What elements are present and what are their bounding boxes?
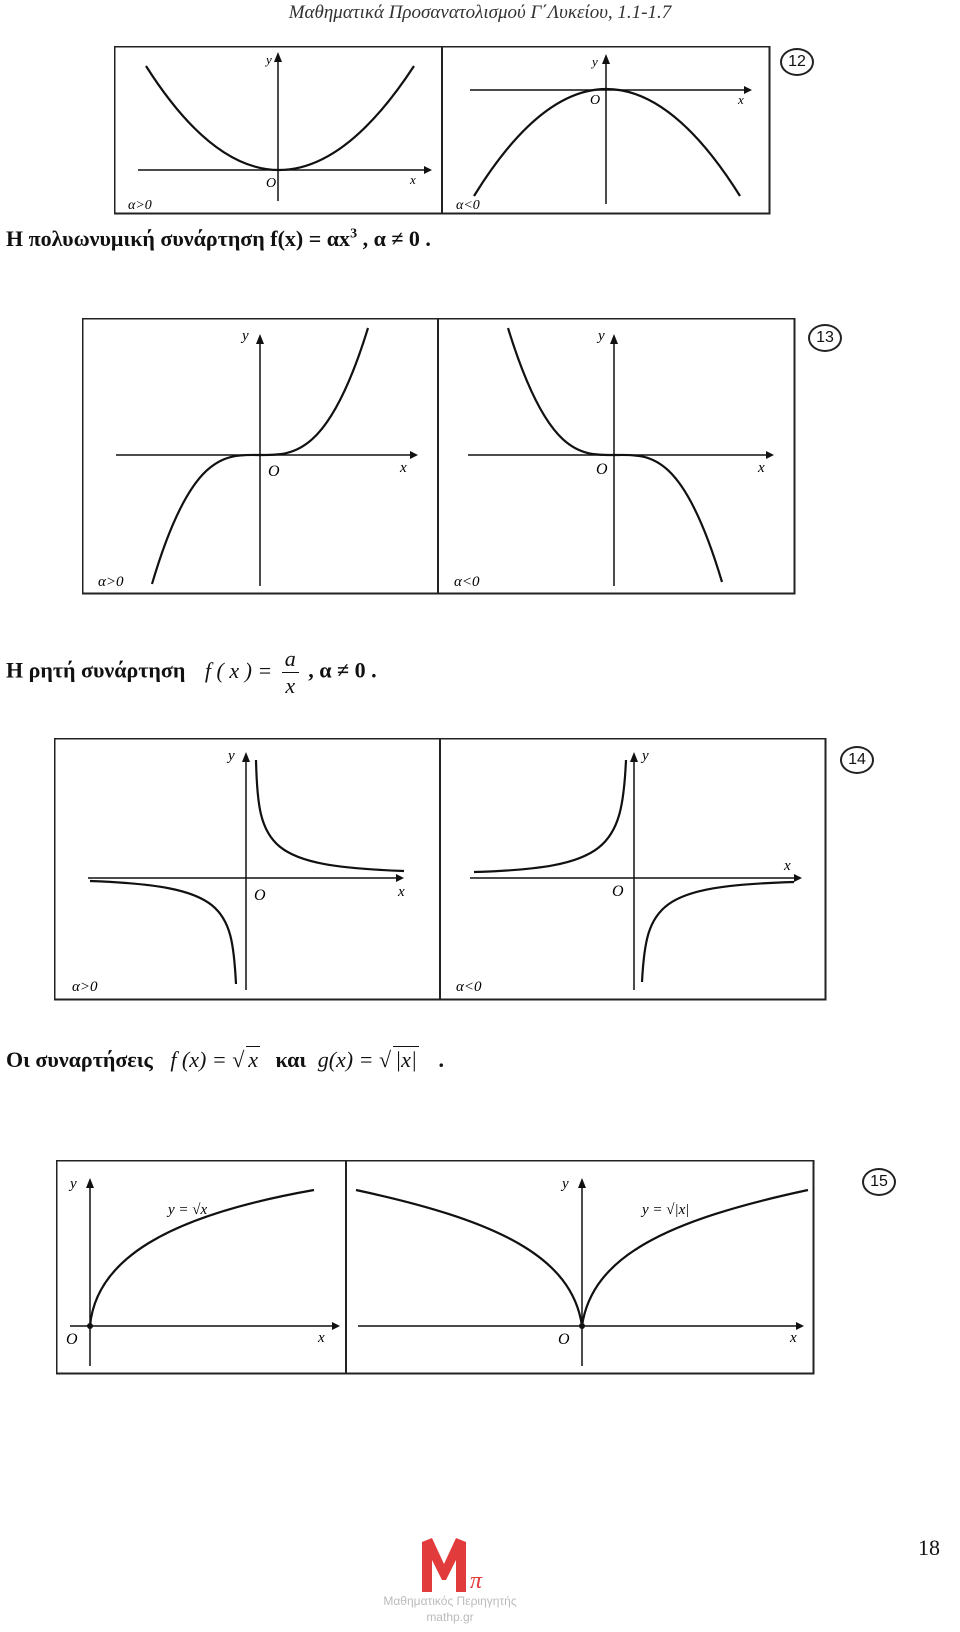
fig15-origin-1: O	[66, 1331, 78, 1348]
figure-14	[54, 738, 829, 1002]
fig12-y-2: y	[592, 54, 598, 69]
figure-13	[82, 318, 797, 596]
fig14-x-1: x	[398, 884, 405, 900]
fig12-origin-1: O	[266, 176, 277, 191]
fig13-y-1: y	[242, 328, 249, 344]
fig15-y-1: y	[70, 1176, 77, 1192]
page-header: Μαθηματικά Προσανατολισμού Γ΄Λυκείου, 1.1-1.7	[288, 2, 672, 23]
fig14-y-1: y	[228, 748, 235, 764]
fig14-origin-2: O	[612, 883, 624, 900]
figure-12	[114, 46, 774, 216]
figure-13-graph	[82, 318, 797, 596]
fig14-label-left: α>0	[72, 979, 98, 995]
logo-mark-icon	[360, 1530, 540, 1600]
figure-15-number: 15	[862, 1168, 896, 1196]
fig14-label-right: α<0	[456, 979, 482, 995]
fig15-label-left: y = √x	[168, 1202, 208, 1218]
fig12-label-left: α>0	[128, 198, 152, 213]
fig15-label-right: y = √|x|	[642, 1202, 690, 1218]
svg-text:π: π	[470, 1568, 483, 1594]
fig14-y-2: y	[642, 748, 649, 764]
figure-13-number: 13	[808, 324, 842, 352]
roots-line: Οι συναρτήσεις f (x) = √ x και g(x) = √ |x| .	[6, 1047, 444, 1072]
fig12-origin-2: O	[590, 93, 601, 108]
figure-15-graph	[56, 1160, 816, 1376]
fig13-origin-1: O	[268, 463, 280, 480]
mathp-logo	[360, 1530, 540, 1630]
fig13-x-2: x	[758, 460, 765, 476]
fig13-label-right: α<0	[454, 574, 480, 590]
fig12-y-1: y	[266, 52, 272, 67]
rational-line: Η ρητή συνάρτηση f ( x ) = $\frac{a}{x}$ , α ≠ 0 .	[6, 646, 377, 698]
fig14-x-2: x	[784, 858, 791, 874]
fig12-x-2: x	[738, 92, 744, 107]
figure-12-graph	[114, 46, 774, 216]
logo-caption: Μαθηματικός Περιηγητής	[383, 1594, 517, 1608]
figure-15	[56, 1160, 816, 1376]
fig14-origin-1: O	[254, 887, 266, 904]
page-number: 18	[918, 1535, 940, 1560]
fig15-x-2: x	[790, 1330, 797, 1346]
fig13-label-left: α>0	[98, 574, 124, 590]
figure-14-number: 14	[840, 746, 874, 774]
fig15-origin-2: O	[558, 1331, 570, 1348]
fig12-x-1: x	[410, 172, 416, 187]
fig15-y-2: y	[562, 1176, 569, 1192]
fig13-x-1: x	[400, 460, 407, 476]
fig12-label-right: α<0	[456, 198, 480, 213]
polynomial-line: Η πολυωνυμική συνάρτηση $f(x) = \alpha x^3$ , α ≠ 0 .	[6, 226, 431, 251]
fig13-origin-2: O	[596, 461, 608, 478]
fig13-y-2: y	[598, 328, 605, 344]
logo-url: mathp.gr	[426, 1610, 474, 1624]
figure-12-number: 12	[780, 48, 814, 76]
fig15-x-1: x	[318, 1330, 325, 1346]
figure-14-graph	[54, 738, 829, 1002]
